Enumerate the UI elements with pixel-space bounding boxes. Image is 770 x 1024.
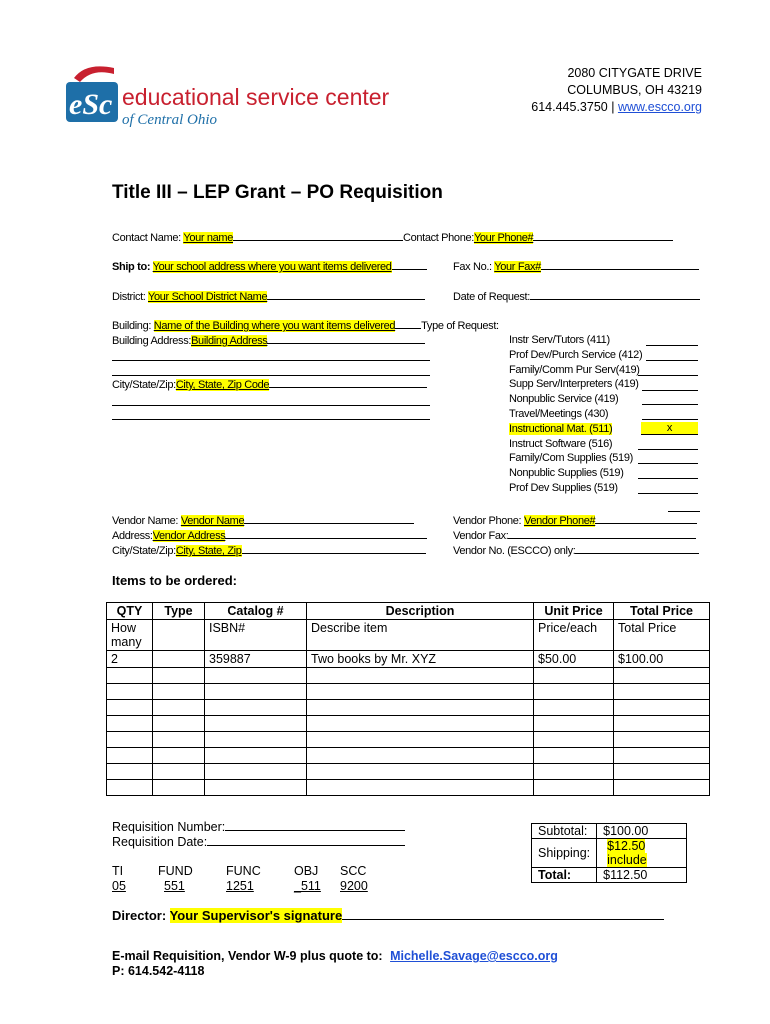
vendor-name-row: [112, 513, 414, 527]
table-cell[interactable]: [153, 780, 205, 796]
table-cell[interactable]: [107, 780, 153, 796]
column-header: Type: [153, 603, 205, 620]
table-cell[interactable]: [534, 780, 614, 796]
table-cell[interactable]: [107, 668, 153, 684]
vendor-no-label: Vendor No. (ESCCO) only:: [453, 545, 576, 557]
vendor-address-row: [112, 528, 427, 542]
table-row: [107, 620, 710, 651]
column-header: QTY: [107, 603, 153, 620]
total-value: $112.50: [597, 868, 687, 883]
vendor-city-label: City/State/Zip:: [112, 545, 176, 557]
fax-value[interactable]: Your Fax#: [494, 261, 541, 273]
building-value[interactable]: Name of the Building where you want items delivered: [153, 320, 396, 332]
esc-logo-mark: [66, 64, 118, 124]
fax-row: [453, 259, 699, 273]
table-cell[interactable]: [205, 684, 307, 700]
table-row: [107, 700, 710, 716]
address-line1: 2080 CITYGATE DRIVE: [567, 66, 702, 80]
requisition-date-field[interactable]: [207, 835, 405, 846]
email-text: E-mail Requisition, Vendor W-9 plus quote to:: [112, 949, 383, 963]
column-header: Unit Price: [534, 603, 614, 620]
vendor-city-row: [112, 543, 426, 557]
district-label: District:: [112, 291, 146, 303]
director-signature[interactable]: Your Supervisor's signature: [169, 908, 343, 923]
district-row: [112, 289, 425, 303]
request-type-item[interactable]: [509, 481, 642, 496]
table-cell[interactable]: [614, 748, 710, 764]
ship-to-label: Ship to:: [112, 261, 151, 273]
esc-logo: [66, 64, 426, 134]
logo-main-text: educational service center: [122, 84, 390, 110]
requisition-number-field[interactable]: [225, 820, 405, 831]
table-cell[interactable]: [153, 764, 205, 780]
table-cell[interactable]: Total Price: [614, 620, 710, 651]
total-label: Total:: [532, 868, 597, 883]
table-cell[interactable]: [153, 668, 205, 684]
table-cell[interactable]: [107, 732, 153, 748]
logo-sub-text: of Central Ohio: [122, 112, 218, 128]
table-cell[interactable]: [307, 780, 534, 796]
contact-name-value[interactable]: Your name: [183, 232, 233, 244]
svg-text:eSc: eSc: [69, 88, 113, 121]
page-title: Title III – LEP Grant – PO Requisition: [112, 182, 443, 203]
city-label: City/State/Zip:: [112, 379, 176, 391]
building-label: Building:: [112, 320, 152, 332]
subtotal-label: Subtotal:: [532, 824, 597, 839]
table-cell[interactable]: [107, 764, 153, 780]
table-cell[interactable]: [205, 668, 307, 684]
table-row: [107, 764, 710, 780]
table-cell[interactable]: Two books by Mr. XYZ: [307, 651, 534, 668]
request-type-item[interactable]: [509, 333, 642, 348]
table-row: [107, 748, 710, 764]
code-label: FUNC: [226, 864, 261, 878]
requisition-date-label: Requisition Date:: [112, 835, 208, 849]
table-cell[interactable]: [205, 716, 307, 732]
table-cell[interactable]: [153, 620, 205, 651]
request-type-item[interactable]: [509, 437, 642, 452]
vendor-fax-row: [453, 528, 696, 542]
vendor-address-label: Address:: [112, 530, 153, 542]
table-cell[interactable]: [614, 716, 710, 732]
code-value: 551: [164, 879, 185, 893]
date-row: [453, 289, 700, 303]
contact-name-row: [112, 230, 673, 244]
request-type-item[interactable]: [509, 451, 642, 466]
shipping-label: Shipping:: [532, 839, 597, 868]
request-type-label: Prof Dev/Purch Service (412): [509, 348, 643, 361]
table-cell[interactable]: [614, 732, 710, 748]
table-cell[interactable]: [307, 684, 534, 700]
items-heading: Items to be ordered:: [112, 573, 237, 588]
table-cell[interactable]: [153, 732, 205, 748]
building-address-label: Building Address:: [112, 335, 192, 347]
column-header: Catalog #: [205, 603, 307, 620]
table-cell[interactable]: 2: [107, 651, 153, 668]
footer-phone: P: 614.542-4118: [112, 964, 205, 978]
table-header-row: [107, 603, 710, 620]
request-type-item[interactable]: [509, 348, 642, 363]
table-cell[interactable]: [153, 700, 205, 716]
table-cell[interactable]: [614, 780, 710, 796]
table-cell[interactable]: Price/each: [534, 620, 614, 651]
request-type-label: Family/Comm Pur Serv(419): [509, 363, 640, 376]
table-cell[interactable]: [205, 700, 307, 716]
table-cell[interactable]: [153, 716, 205, 732]
email-row: [112, 949, 558, 963]
vendor-phone-row: [453, 513, 697, 527]
totals-table: [531, 823, 687, 883]
table-cell[interactable]: [534, 668, 614, 684]
address-blank-line: [112, 375, 430, 376]
director-row: [112, 908, 664, 923]
request-type-label: Travel/Meetings (430): [509, 407, 609, 420]
building-address-value[interactable]: Building Address: [191, 335, 268, 347]
request-type-item[interactable]: [509, 363, 642, 378]
request-type-label: Instr Serv/Tutors (411): [509, 334, 610, 346]
table-cell[interactable]: [534, 684, 614, 700]
table-cell[interactable]: [307, 668, 534, 684]
code-label: OBJ: [294, 864, 319, 878]
separator: |: [607, 100, 618, 114]
table-cell[interactable]: [205, 748, 307, 764]
request-type-item[interactable]: [509, 392, 642, 407]
date-label: Date of Request:: [453, 291, 530, 303]
vendor-phone-label: Vendor Phone:: [453, 515, 522, 527]
request-type-label: Instructional Mat. (511): [509, 422, 613, 435]
code-value: 1251: [226, 879, 254, 893]
table-cell[interactable]: [614, 668, 710, 684]
table-cell[interactable]: [614, 700, 710, 716]
table-row: [107, 780, 710, 796]
shipping-row: [532, 839, 687, 868]
website-link[interactable]: www.escco.org: [617, 100, 702, 114]
request-type-item[interactable]: [509, 422, 642, 437]
address-blank-line: [112, 360, 430, 361]
table-cell[interactable]: [107, 684, 153, 700]
table-cell[interactable]: [107, 700, 153, 716]
address-line2: COLUMBUS, OH 43219: [567, 83, 702, 97]
director-label: Director:: [112, 908, 167, 923]
request-type-mark[interactable]: x: [641, 422, 698, 435]
city-state-zip-row: [112, 377, 427, 391]
requisition-date-row: [112, 835, 405, 849]
table-row: [107, 732, 710, 748]
fax-label: Fax No.:: [453, 261, 492, 273]
request-type-label: Nonpublic Service (419): [509, 393, 619, 406]
table-row: [107, 716, 710, 732]
items-table: [106, 602, 710, 796]
code-value: 05: [112, 879, 126, 893]
vendor-phone-value[interactable]: Vendor Phone#: [523, 515, 596, 527]
total-row: [532, 868, 687, 883]
table-cell[interactable]: [205, 732, 307, 748]
shipping-value: $12.50 include: [607, 839, 647, 867]
request-type-label: Supp Serv/Interpreters (419): [509, 378, 639, 391]
table-cell[interactable]: [153, 651, 205, 668]
vendor-no-row: [453, 543, 699, 557]
type-of-request-label: Type of Request:: [421, 320, 499, 332]
column-header: Description: [307, 603, 534, 620]
code-value: _511: [294, 879, 321, 893]
address-blank-line: [112, 405, 430, 406]
request-type-item[interactable]: [509, 377, 642, 392]
table-cell[interactable]: [307, 748, 534, 764]
building-row: [112, 318, 499, 332]
table-cell[interactable]: [614, 684, 710, 700]
table-row: [107, 668, 710, 684]
contact-phone-value[interactable]: Your Phone#: [473, 232, 534, 244]
table-cell[interactable]: [107, 716, 153, 732]
building-address-row: [112, 333, 425, 347]
table-cell[interactable]: [534, 716, 614, 732]
table-cell[interactable]: $100.00: [614, 651, 710, 668]
address-blank-line: [112, 419, 430, 420]
table-cell[interactable]: [307, 732, 534, 748]
code-label: SCC: [340, 864, 367, 878]
table-cell[interactable]: ISBN#: [205, 620, 307, 651]
vendor-city-value[interactable]: City, State, Zip: [175, 545, 242, 557]
request-type-list: [509, 333, 642, 496]
table-cell[interactable]: 359887: [205, 651, 307, 668]
table-cell[interactable]: [307, 716, 534, 732]
vendor-fax-label: Vendor Fax:: [453, 530, 509, 542]
request-type-label: Prof Dev Supplies (519): [509, 481, 618, 494]
ship-to-row: [112, 259, 427, 273]
table-cell[interactable]: [153, 684, 205, 700]
code-value: 9200: [340, 879, 368, 893]
request-type-label: Nonpublic Supplies (519): [509, 467, 624, 480]
table-cell[interactable]: [205, 764, 307, 780]
subtotal-row: [532, 824, 687, 839]
table-cell[interactable]: [534, 732, 614, 748]
table-cell[interactable]: [534, 700, 614, 716]
request-type-item[interactable]: [509, 407, 642, 422]
city-value[interactable]: City, State, Zip Code: [175, 379, 270, 391]
address-line3: [531, 99, 702, 116]
vendor-name-label: Vendor Name:: [112, 515, 179, 527]
table-cell[interactable]: [534, 764, 614, 780]
vendor-address-value[interactable]: Vendor Address: [152, 530, 226, 542]
column-header: Total Price: [614, 603, 710, 620]
subtotal-value: $100.00: [597, 824, 687, 839]
table-cell[interactable]: [205, 780, 307, 796]
ship-to-value[interactable]: Your school address where you want items delivered: [152, 261, 392, 273]
table-cell[interactable]: [614, 764, 710, 780]
table-cell[interactable]: [107, 748, 153, 764]
table-cell[interactable]: [534, 748, 614, 764]
contact-phone-label: Contact Phone:: [403, 232, 474, 244]
table-cell[interactable]: [307, 700, 534, 716]
table-row: [107, 651, 710, 668]
requisition-number-label: Requisition Number:: [112, 820, 226, 834]
table-cell[interactable]: Describe item: [307, 620, 534, 651]
email-link[interactable]: Michelle.Savage@escco.org: [390, 949, 558, 963]
vendor-name-value[interactable]: Vendor Name: [180, 515, 245, 527]
request-type-label: Family/Com Supplies (519): [509, 452, 633, 465]
code-label: FUND: [158, 864, 193, 878]
request-type-label: Instruct Software (516): [509, 437, 613, 450]
table-cell[interactable]: [307, 764, 534, 780]
contact-name-label: Contact Name:: [112, 232, 181, 244]
address-block: [531, 65, 702, 116]
request-type-item[interactable]: [509, 466, 642, 481]
district-value[interactable]: Your School District Name: [148, 291, 268, 303]
table-cell[interactable]: $50.00: [534, 651, 614, 668]
code-label: TI: [112, 864, 124, 878]
phone-text: 614.445.3750: [531, 100, 608, 114]
table-row: [107, 684, 710, 700]
table-cell[interactable]: [153, 748, 205, 764]
requisition-number-row: [112, 820, 405, 834]
table-cell[interactable]: How many: [107, 620, 153, 651]
